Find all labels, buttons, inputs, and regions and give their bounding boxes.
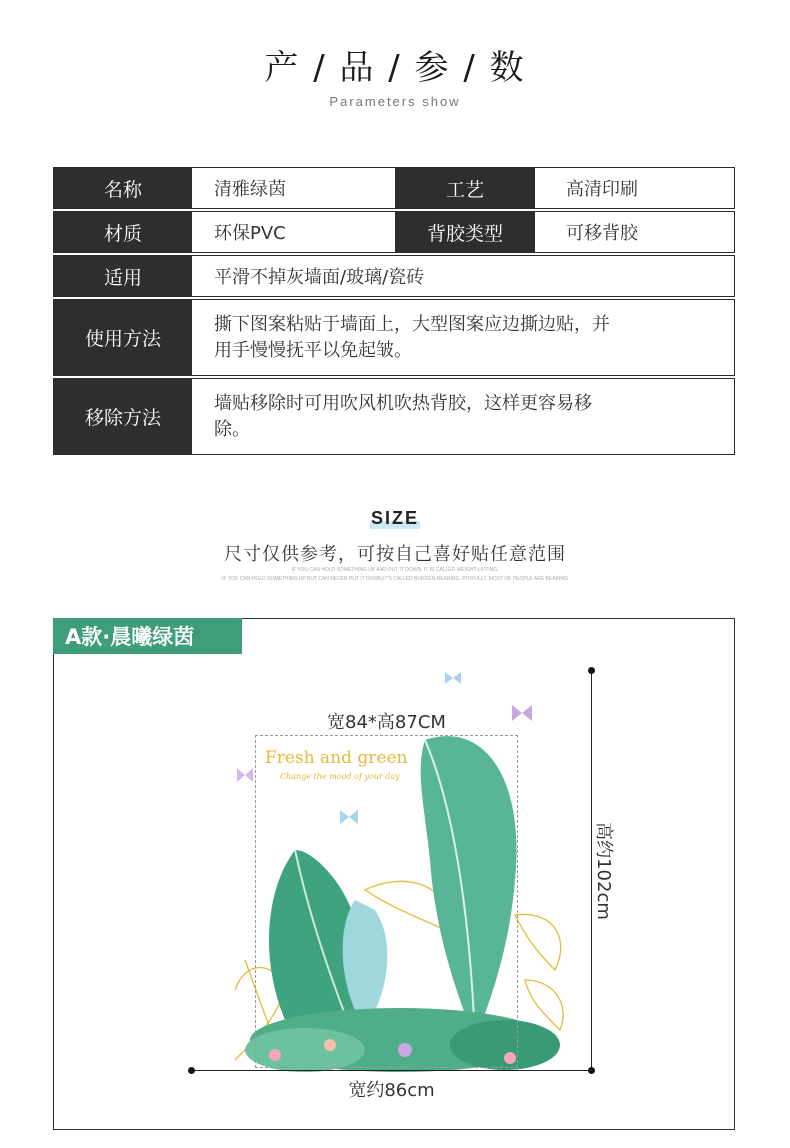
craft-value: 高清印刷: [566, 179, 638, 200]
inner-size-box: [255, 735, 518, 1068]
param-row-usage: [53, 299, 735, 376]
page-title: 产 / 品 / 参 / 数: [264, 48, 526, 88]
butterfly-icon: [237, 768, 253, 782]
remove-value: 墙贴移除时可用吹风机吹热背胶，这样更容易移除。: [214, 392, 592, 440]
material-label: 材质: [54, 212, 192, 252]
usage-label: 使用方法: [54, 300, 192, 375]
butterfly-icon: [445, 672, 461, 684]
material-value: 环保PVC: [214, 223, 286, 244]
page-subtitle: Parameters show: [329, 94, 461, 109]
adhesive-value: 可移背胶: [566, 223, 638, 244]
size-fineprint-1: IF YOU CAN HOLD SOMETHING UP AND PUT IT DOWN, IT IS CALLED WEIGHT-LIFTING,: [291, 567, 499, 573]
usage-value: 撕下图案粘贴于墙面上，大型图案应边撕边贴，并用手慢慢抚平以免起皱。: [214, 313, 610, 361]
param-row-apply: [53, 255, 735, 297]
inner-size-label: 宽84*高87CM: [327, 712, 446, 733]
param-row-material-adhesive: [53, 211, 735, 253]
apply-value: 平滑不掉灰墙面/玻璃/瓷砖: [214, 267, 425, 288]
craft-label: 工艺: [395, 168, 535, 208]
product-badge: A款·晨曦绿茵: [53, 618, 242, 654]
size-subtitle: 尺寸仅供参考，可按自己喜好贴任意范围: [224, 544, 566, 565]
size-title: SIZE: [370, 508, 419, 528]
apply-label: 适用: [54, 256, 192, 296]
width-label: 宽约86cm: [348, 1080, 435, 1101]
adhesive-label: 背胶类型: [395, 212, 535, 252]
name-value: 清雅绿茵: [214, 179, 286, 200]
art-subtitle: Change the mood of your day: [280, 772, 400, 781]
dimension-dot: [188, 1067, 195, 1074]
remove-label: 移除方法: [54, 379, 192, 454]
size-fineprint-2: IF YOU CAN HOLD SOMETHING UP BUT CAN NEVER PUT IT DOWN,IT'S CALLED BURDEN-BEARING. PITIFULLY, MOST OF PEOPLE ARE BEARING: [221, 576, 569, 582]
param-row-name-craft: [53, 167, 735, 209]
dimension-dot: [588, 667, 595, 674]
param-row-remove: [53, 378, 735, 455]
name-label: 名称: [54, 168, 192, 208]
height-label: 高约102cm: [593, 822, 614, 920]
width-dimension-line: [191, 1070, 592, 1071]
art-title: Fresh and green: [265, 748, 408, 768]
